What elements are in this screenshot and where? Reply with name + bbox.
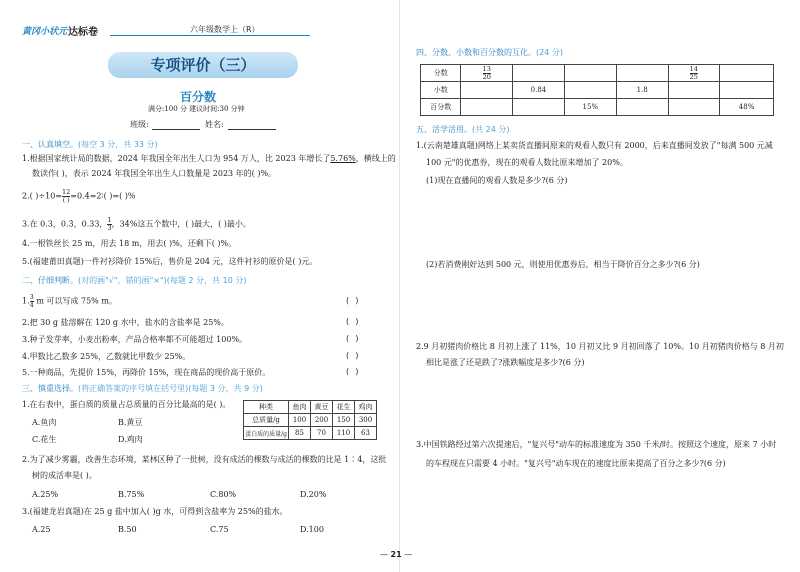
table-cell: 0.84 [513, 82, 565, 99]
choose-q3-opt-b[interactable]: B.50 [118, 525, 137, 534]
choose-q1: 1.在右表中，蛋白质的质量占总质量的百分比最高的是( )。 [22, 400, 231, 409]
answer-area[interactable] [426, 372, 776, 432]
table-row [421, 82, 774, 99]
answer-area[interactable] [426, 190, 776, 250]
table-cell: 110 [333, 427, 355, 440]
banner-title: 专项评价（三） [108, 52, 298, 78]
choose-q3-opt-c[interactable]: C.75 [210, 525, 229, 534]
apply-q2-line1: 2.9 月初猪肉价格比 8 月初上涨了 11%，10 月初又比 9 月初回落了 10%。10 月初猪肉价格与 8 月初 [416, 342, 784, 351]
section-1-title: 一、认真填空。(每空 3 分，共 33 分) [22, 140, 158, 149]
table-cell: 黄豆 [311, 401, 333, 414]
table-cell: 种类 [244, 401, 289, 414]
table-cell[interactable] [564, 65, 616, 82]
section-4-title: 四、分数、小数和百分数的互化。(24 分) [416, 48, 563, 57]
choose-q2-opt-c[interactable]: C.80% [210, 490, 237, 499]
row-label: 分数 [421, 65, 461, 82]
choose-q3: 3.(福建龙岩真题)在 25 g 盐中加入( )g 水，可得到含盐率为 25%的盐水。 [22, 507, 288, 516]
fill-q1-line2: 数读作( )，表示 2024 年我国全年出生人口数量是 2023 年的( )%。 [32, 169, 277, 178]
table-row [421, 65, 774, 82]
table-cell[interactable] [564, 82, 616, 99]
table-cell: 花生 [333, 401, 355, 414]
fill-q4: 4.一根铁丝长 25 m，用去 18 m，用去( )%，还剩下( )%。 [22, 239, 237, 248]
apply-q3-line1: 3.中国铁路经过第六次提速后，"复兴号"动车的标准速度为 350 千米/时。按照这个速度，原来 7 小时 [416, 440, 777, 449]
table-row [244, 414, 377, 427]
fill-q2: 2.( )÷10= $\frac{12}{( )}$ =0.4=2∶( )=( )% [22, 188, 136, 204]
table-cell[interactable] [668, 82, 720, 99]
table-cell: 1.8 [616, 82, 668, 99]
table-row [244, 401, 377, 414]
judge-q1: 1. $\frac{3}{4}$ m 可以写成 75% m。 [22, 293, 117, 309]
table-cell: 85 [289, 427, 311, 440]
table-cell: 200 [311, 414, 333, 427]
table-cell: 总质量/g [244, 414, 289, 427]
answer-area[interactable] [426, 274, 776, 334]
table-cell: 鸡肉 [355, 401, 377, 414]
table-cell: 蛋白质的质量/g [244, 427, 289, 440]
section-5-title: 五、活学活用。(共 24 分) [416, 125, 510, 134]
apply-q1-line1: 1.(云南楚雄真题)网络上某卖货直播间原来的观看人数只有 2000，后来直播间发放了"每满 500 元减 [416, 141, 773, 150]
table-cell[interactable] [616, 99, 668, 116]
apply-q3-line2: 的车程现在只需要 4 小时。"复兴号"动车现在的速度比原来提高了百分之多少?(6 分) [426, 459, 726, 468]
judge-q4: 4.甲数比乙数多 25%，乙数就比甲数少 25%。 [22, 352, 191, 361]
table-row [244, 427, 377, 440]
judge-q4-answer[interactable]: ( ) [345, 351, 360, 360]
table-cell: 48% [720, 99, 774, 116]
apply-q1-sub1: (1)现在直播间的观看人数是多少?(6 分) [426, 176, 568, 185]
apply-q1-sub2: (2)若消费刚好达到 500 元，则使用优惠券后，相当于降价百分之多少?(6 分) [426, 260, 700, 269]
row-label: 百分数 [421, 99, 461, 116]
judge-q1-answer[interactable]: ( ) [345, 296, 360, 305]
class-label: 班级: [130, 120, 149, 129]
table-cell[interactable] [513, 99, 565, 116]
choose-q1-opt-c[interactable]: C.花生 [32, 435, 57, 444]
choose-q1-opt-d[interactable]: D.鸡肉 [118, 435, 143, 444]
fill-q3: 3.在 0.3，0.3̇，0.33， $\frac{1}{3}$ ，34%这五个数中，( )最大，( )最小。 [22, 216, 251, 232]
apply-q1-line2: 100 元"的优惠券，现在的观看人数比原来增加了 20%。 [426, 158, 628, 167]
brand-logo: 黄冈小状元 [22, 27, 68, 37]
choose-q2-line2: 树的成活率是( )。 [32, 471, 97, 480]
judge-q2-answer[interactable]: ( ) [345, 317, 360, 326]
section-2-title: 二、仔细判断。(对的画"√"，错的画"×")(每题 2 分，共 10 分) [22, 276, 247, 285]
choose-q3-opt-d[interactable]: D.100 [300, 525, 324, 534]
subtitle: 百分数 [180, 90, 217, 104]
page-number: — 21 — [380, 550, 413, 559]
table-cell[interactable] [668, 99, 720, 116]
table-cell: 63 [355, 427, 377, 440]
table-cell: 150 [333, 414, 355, 427]
choose-q2-opt-d[interactable]: D.20% [300, 490, 327, 499]
meta-info: 满分:100 分 建议时间:30 分钟 [148, 105, 245, 113]
table-cell: $\frac{14}{25}$ [668, 65, 720, 82]
name-label: 姓名: [205, 120, 224, 129]
table-row [421, 99, 774, 116]
judge-q5-answer[interactable]: ( ) [345, 367, 360, 376]
nutrition-table [243, 400, 377, 440]
apply-q2-line2: 相比是涨了还是跌了?涨跌幅度是多少?(6 分) [426, 358, 585, 367]
grade-label: 六年级数学上（R） [190, 25, 260, 34]
judge-q3-answer[interactable]: ( ) [345, 334, 360, 343]
table-cell: 100 [289, 414, 311, 427]
convert-table [420, 64, 774, 116]
choose-q1-opt-a[interactable]: A.鱼肉 [32, 418, 57, 427]
header-rule [110, 35, 310, 36]
table-cell[interactable] [461, 82, 513, 99]
row-label: 小数 [421, 82, 461, 99]
choose-q2-opt-b[interactable]: B.75% [118, 490, 145, 499]
class-line[interactable] [152, 129, 200, 130]
table-cell: 15% [564, 99, 616, 116]
choose-q1-opt-b[interactable]: B.黄豆 [118, 418, 143, 427]
judge-q5: 5.一种商品，先提价 15%，再降价 15%，现在商品的现价高于原价。 [22, 368, 271, 377]
name-line[interactable] [228, 129, 276, 130]
table-cell: $\frac{13}{20}$ [461, 65, 513, 82]
table-cell: 70 [311, 427, 333, 440]
table-cell: 300 [355, 414, 377, 427]
fill-q5: 5.(福建莆田真题)一件衬衫降价 15%后，售价是 204 元，这件衬衫的原价是( )元。 [22, 257, 318, 266]
section-3-title: 三、慎重选择。(将正确答案的序号填在括号里)(每题 3 分，共 9 分) [22, 384, 263, 393]
choose-q2-opt-a[interactable]: A.25% [32, 490, 59, 499]
right-page [380, 0, 800, 572]
choose-q3-opt-a[interactable]: A.25 [32, 525, 51, 534]
table-cell[interactable] [720, 65, 774, 82]
judge-q3: 3.种子发芽率，小麦出粉率，产品合格率都不可能超过 100%。 [22, 335, 248, 344]
table-cell[interactable] [616, 65, 668, 82]
judge-q2: 2.把 30 g 盐溶解在 120 g 水中，盐水的含盐率是 25%。 [22, 318, 229, 327]
table-cell[interactable] [513, 65, 565, 82]
table-cell[interactable] [461, 99, 513, 116]
table-cell: 鱼肉 [289, 401, 311, 414]
table-cell[interactable] [720, 82, 774, 99]
brand-suffix: 达标卷 [68, 27, 98, 38]
fill-q1-line1: 1.根据国家统计局的数据，2024 年我国全年出生人口为 954 万人，比 2023 年增长了5.76%，横线上的 [22, 154, 396, 163]
choose-q2-line1: 2.为了减少雾霾，改善生态环境，某林区种了一批树，没有成活的棵数与成活的棵数的比是 1∶4，这批 [22, 455, 387, 464]
answer-area[interactable] [426, 474, 776, 544]
